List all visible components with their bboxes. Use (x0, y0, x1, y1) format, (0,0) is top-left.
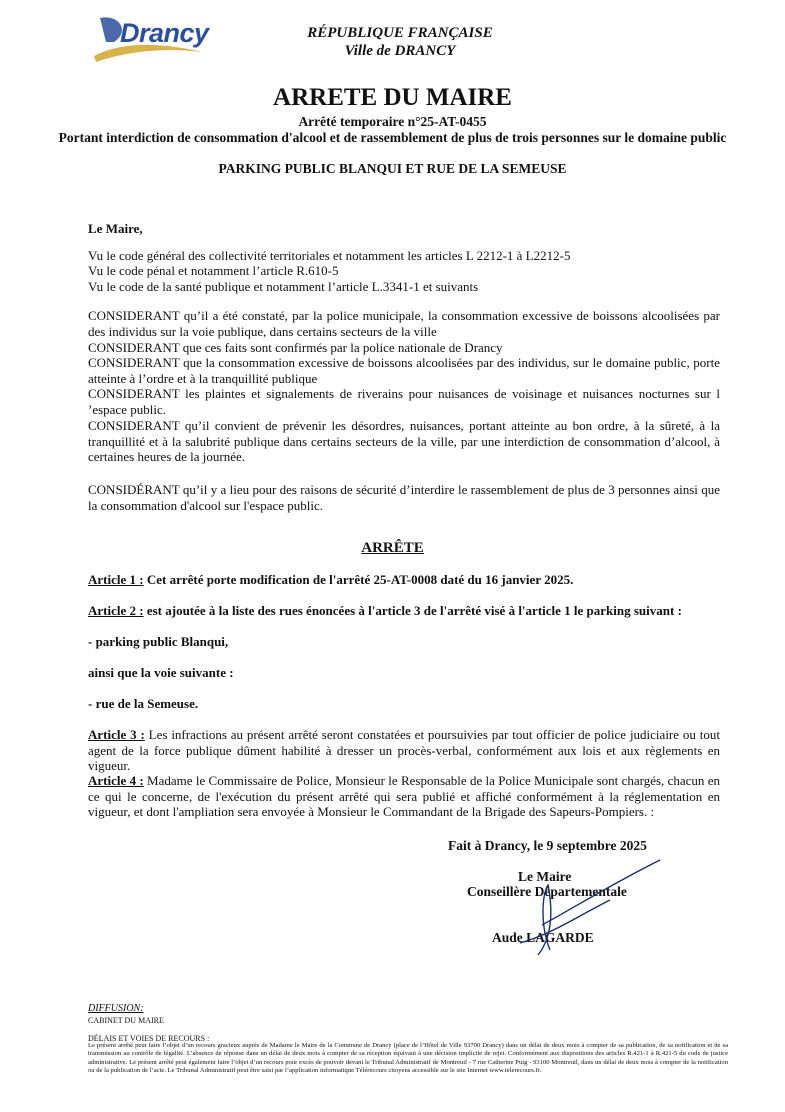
signatory-name: Aude LAGARDE (492, 930, 594, 945)
vu-line: Vu le code de la santé publique et notamment l’article L.3341-1 et suivants (88, 279, 479, 294)
recours-text: Le présent arrêté peut faire l’objet d’un recours gracieux auprès de Madame le Maire de la Commune de Drancy (place de l’Hôtel de Ville 93700 Drancy) dans un délai de deux mois à compter de sa publication, de sa notification et de sa transmission au contrôle de légalité. L’absence de réponse dans un délai de deux mois à compter de sa réception équivaut à une décision implicite de rejet. Conformément aux dispositions des articles R.421-1 à R.421-5 du code de justice administrative. Le présent arrêté peut également faire l’objet d’un recours pour excès de pouvoir devant le Tribunal Administratif de Montreuil - 7 rue Catherine Puig - 93100 Montreuil, dans un délai de deux mois à compter de la notification ou de la publication de l’acte. Le Tribunal Administratif peut être saisi par l’application informatique Télérecours citoyens accessible sur le site Internet www.telerecours.fr. (88, 1042, 728, 1074)
considerant-securite: CONSIDÉRANT qu’il y a lieu pour des raisons de sécurité d’interdire le rassemblement de plus de 3 personnes ainsi que la consommation d'alcool sur l'espace public. (88, 482, 720, 513)
article-1-text: Cet arrêté porte modification de l'arrêté 25-AT-0008 daté du 16 janvier 2025. (143, 572, 574, 587)
recours-title: DÉLAIS ET VOIES DE RECOURS : (88, 1034, 210, 1043)
article-3-text: Les infractions au présent arrêté seront constatées et poursuivies par tout officier de police judiciaire ou tout agent de la force publique dûment habilité à dresser un procès-verbal, conformément aux lois et aux règlements en vigueur. (88, 727, 720, 773)
considerant-item: CONSIDERANT qu’il convient de prévenir les désordres, nuisances, portant atteinte au bon ordre, à la sûreté, à la tranquillité et à la salubrité publique dans certains secteurs de la ville, par une interdiction de consommation d’alcool, à certaines heures de la journée. (88, 418, 720, 464)
arrete-number: Arrêté temporaire n°25-AT-0455 (298, 114, 487, 129)
article-2-ainsi: ainsi que la voie suivante : (88, 665, 234, 680)
considerant-item: CONSIDERANT qu’il a été constaté, par la police municipale, la consommation excessive de boissons alcoolisées par des individus sur la voie publique, dans certains secteurs de la ville (88, 308, 720, 339)
vu-line: Vu le code général des collectivité territoriales et notamment les articles L 2212-1 à L2212-5 (88, 248, 571, 263)
article-2 (88, 603, 720, 619)
republic-label: RÉPUBLIQUE FRANÇAISE (307, 25, 493, 41)
considerant-item: CONSIDERANT que la consommation excessive de boissons alcoolisées par des individus, sur le domaine public, porte atteinte à l’ordre et à la tranquillité publique (88, 355, 720, 386)
le-maire: Le Maire, (88, 221, 143, 236)
article-2-item: - parking public Blanqui, (88, 634, 229, 649)
considerant-item: CONSIDERANT que ces faits sont confirmés par la police nationale de Drancy (88, 340, 503, 355)
diffusion-label: DIFFUSION: (88, 1003, 144, 1014)
signatory-role: Le Maire (518, 869, 572, 884)
article-2-item: - rue de la Semeuse. (88, 696, 199, 711)
article-3-label: Article 3 : (88, 727, 145, 742)
logo-text: Drancy (120, 18, 209, 48)
arrete-heading: ARRÊTE (361, 540, 424, 556)
article-4 (88, 773, 720, 820)
handwritten-signature (480, 855, 670, 965)
article-4-label: Article 4 : (88, 773, 144, 788)
article-2-label: Article 2 : (88, 603, 144, 618)
article-4-text: Madame le Commissaire de Police, Monsieur le Responsable de la Police Municipale sont chargés, chacun en ce qui le concerne, de l'exécution du présent arrêté qui sera publié et affiché conformément à la réglementation en vigueur, et dont l'ampliation sera envoyée à Monsieur le Commandant de la Brigade des Sapeurs-Pompiers. : (88, 773, 720, 819)
header-republic (200, 24, 600, 60)
signatory-title: Conseillère Départementale (467, 884, 627, 899)
fait-a: Fait à Drancy, le 9 septembre 2025 (448, 838, 647, 853)
arrete-subject: Portant interdiction de consommation d'alcool et de rassemblement de plus de trois personnes sur le domaine public (58, 130, 727, 145)
page-title: ARRETE DU MAIRE (273, 84, 512, 111)
diffusion-cabinet: CABINET DU MAIRE (88, 1016, 164, 1025)
article-1 (88, 572, 720, 588)
article-2-text: est ajoutée à la liste des rues énoncées à l'article 3 de l'arrêté visé à l'article 1 le parking suivant : (143, 603, 682, 618)
considerant-item: CONSIDERANT les plaintes et signalements de riverains pour nuisances de voisinage et nuisances nocturnes sur l ’espace public. (88, 386, 720, 417)
arrete-location: PARKING PUBLIC BLANQUI ET RUE DE LA SEMEUSE (218, 161, 567, 176)
article-1-label: Article 1 : (88, 572, 144, 587)
article-3 (88, 727, 720, 774)
vu-line: Vu le code pénal et notamment l’article R.610-5 (88, 263, 339, 278)
ville-label: Ville de DRANCY (344, 43, 456, 59)
drancy-logo (90, 12, 215, 70)
